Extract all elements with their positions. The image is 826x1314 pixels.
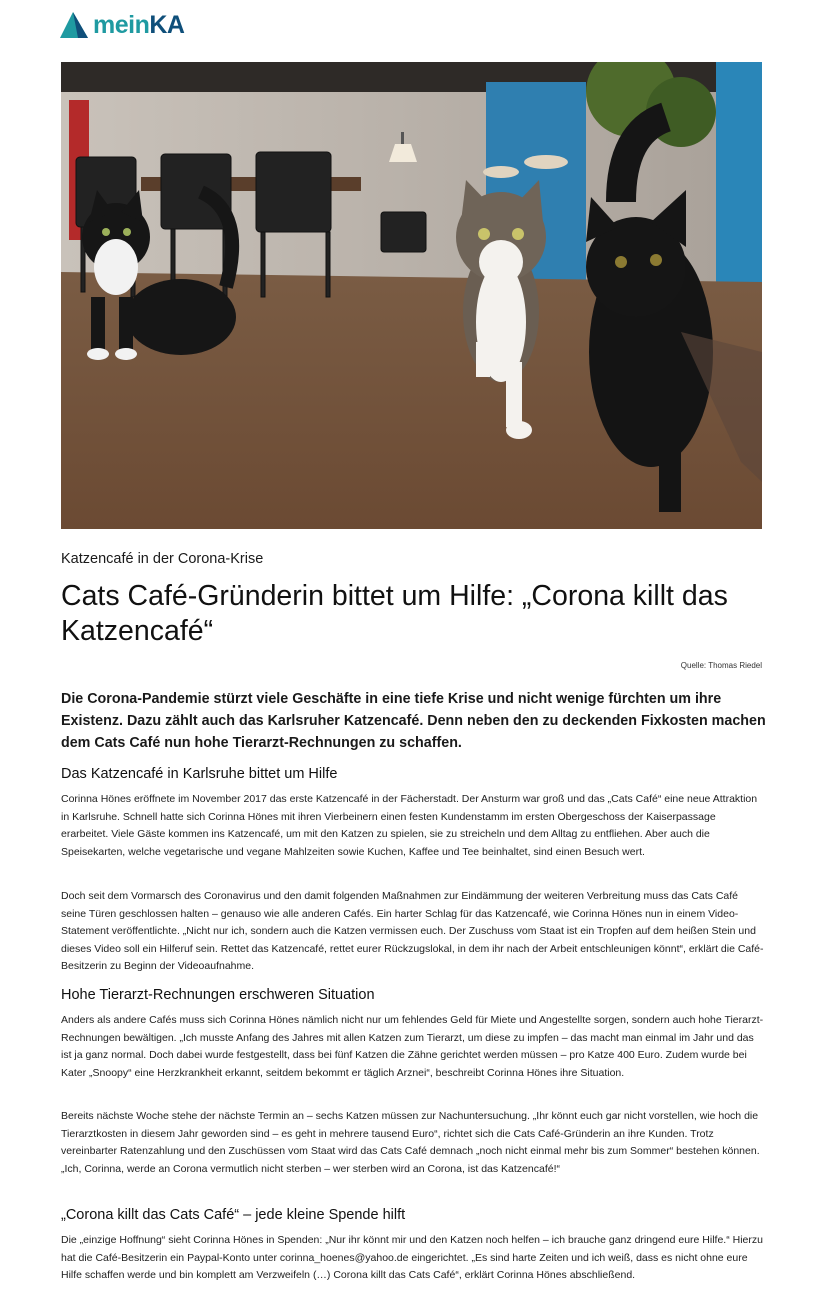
hero-image	[61, 62, 762, 529]
section-paragraph: Corinna Hönes eröffnete im November 2017 das erste Katzencafé in der Fächerstadt. Der Ansturm war groß und das „Cats Café“ eine neue Attraktion in Karlsruhe. Schnell hatte sich Corinna Hönes mit ihren Vierbeinern einen festen Kundenstamm im ersten Obergeschoss der Kaiserpassage erarbeitet. Viele Gäste kommen ins Katzencafé, um mit den Katzen zu spielen, sie zu streicheln und dem Alltag zu entfliehen. Aber auch die Speisekarten, welche vegetarische und vegane Mahlzeiten sowie Kuchen, Kaffee und Tee beinhaltet, sind einen Besuch wert.	[61, 793, 758, 858]
site-header	[60, 10, 184, 40]
brand-name-part1: mein	[93, 11, 150, 39]
section-paragraph: Anders als andere Cafés muss sich Corinna Hönes nämlich nicht nur um fehlendes Geld für Miete und Angestellte sorgen, sondern auch hohe Tierarzt-Rechnungen bewältigen. „Ich musste Anfang des Jahres mit allen Katzen zum Tierarzt, um diese zu impfen – das macht man einmal im Jahr und das ist ja ganz normal. Doch dabei wurde festgestellt, dass bei fünf Katzen die Zähne gerichtet werden müssen – pro Katze 400 Euro. Zudem wurde bei Kater „Snoopy“ eine Herzkrankheit erkannt, seitdem bekommt er täglich Arznei“, beschreibt Corinna Hönes ihre Situation.	[61, 1014, 764, 1079]
article-section-2	[61, 986, 764, 1082]
article-lead: Die Corona-Pandemie stürzt viele Geschäfte in eine tiefe Krise und nicht wenige fürchten um ihre Existenz. Dazu zählt auch das Karlsruher Katzencafé. Denn neben den zu deckenden Fixkosten machen dem Cats Café nun hohe Tierarzt-Rechnungen zu schaffen.	[61, 691, 766, 751]
section-heading: Das Katzencafé in Karlsruhe bittet um Hilfe	[61, 766, 338, 782]
section-paragraph: Bereits nächste Woche stehe der nächste Termin an – sechs Katzen müssen zur Nachuntersuchung. „Ihr könnt euch gar nicht vorstellen, wie hoch die Tierarztkosten in diesem Jahr geworden sind – es geht in mehrere tausend Euro“, richtet sich die Cats Café-Gründerin an ihre Kunden. Trotz vereinbarter Ratenzahlung und den Zuschüssen vom Staat wird das Cats Café demnach „noch nicht einmal mehr bis zum Sommer“ bestehen können. „Ich, Corinna, werde an Corona vermutlich nicht sterben – wer sterben wird an Corona, ist das Katzencafé!“	[61, 1110, 760, 1175]
article-kicker: Katzencafé in der Corona-Krise	[61, 551, 264, 567]
article-section-1	[61, 765, 764, 861]
mein-ka-logo-icon[interactable]	[60, 12, 88, 38]
section-heading: „Corona killt das Cats Café“ – jede kleine Spende hilft	[61, 1207, 406, 1223]
brand-name-part2: KA	[149, 11, 185, 39]
section-heading: Hohe Tierarzt-Rechnungen erschweren Situation	[61, 987, 375, 1003]
article-section-2-paragraph-2	[61, 1108, 764, 1178]
article-title: Cats Café-Gründerin bittet um Hilfe: „Corona killt das Katzencafé“	[61, 580, 728, 647]
cats-photo-icon	[61, 62, 762, 529]
article-section-1-paragraph-2	[61, 888, 764, 974]
section-paragraph: Doch seit dem Vormarsch des Coronavirus und den damit folgenden Maßnahmen zur Eindämmung der weiteren Verbreitung muss das Cats Café seine Türen geschlossen halten – genauso wie alle anderen Cafés. Ein harter Schlag für das Katzencafé, wie Corinna Hönes nun in einem Video-Statement veröffentlichte. „Nicht nur ich, sondern auch die Katzen vermissen euch. Der Zuschuss vom Staat ist ein Tropfen auf dem heißen Stein und dieses Video soll ein Hilferuf sein. Rettet das Katzencafé, rettet eurer Rückzugslokal, in dem ihr nach der Arbeit entschleunigen könnt“, erklärt die Café-Besitzerin zu Beginn der Videoaufnahme.	[61, 890, 764, 972]
section-paragraph: Die „einzige Hoffnung“ sieht Corinna Hönes in Spenden: „Nur ihr könnt mir und den Katzen noch helfen – ich brauche ganz dringend eure Hilfe.“ Hierzu hat die Café-Besitzerin ein Paypal-Konto unter corinna_hoenes@yahoo.de eingerichtet. „Es sind harte Zeiten und ich weiß, dass es nicht ohne eure Hilfe schaffen werde und bin komplett am Verzweifeln (…) Corona killt das Cats Café“, erklärt Corinna Hönes abschließend.	[61, 1234, 763, 1281]
image-credit: Quelle: Thomas Riedel	[680, 661, 762, 670]
article-section-3	[61, 1206, 764, 1285]
brand-wordmark[interactable]	[93, 10, 184, 40]
